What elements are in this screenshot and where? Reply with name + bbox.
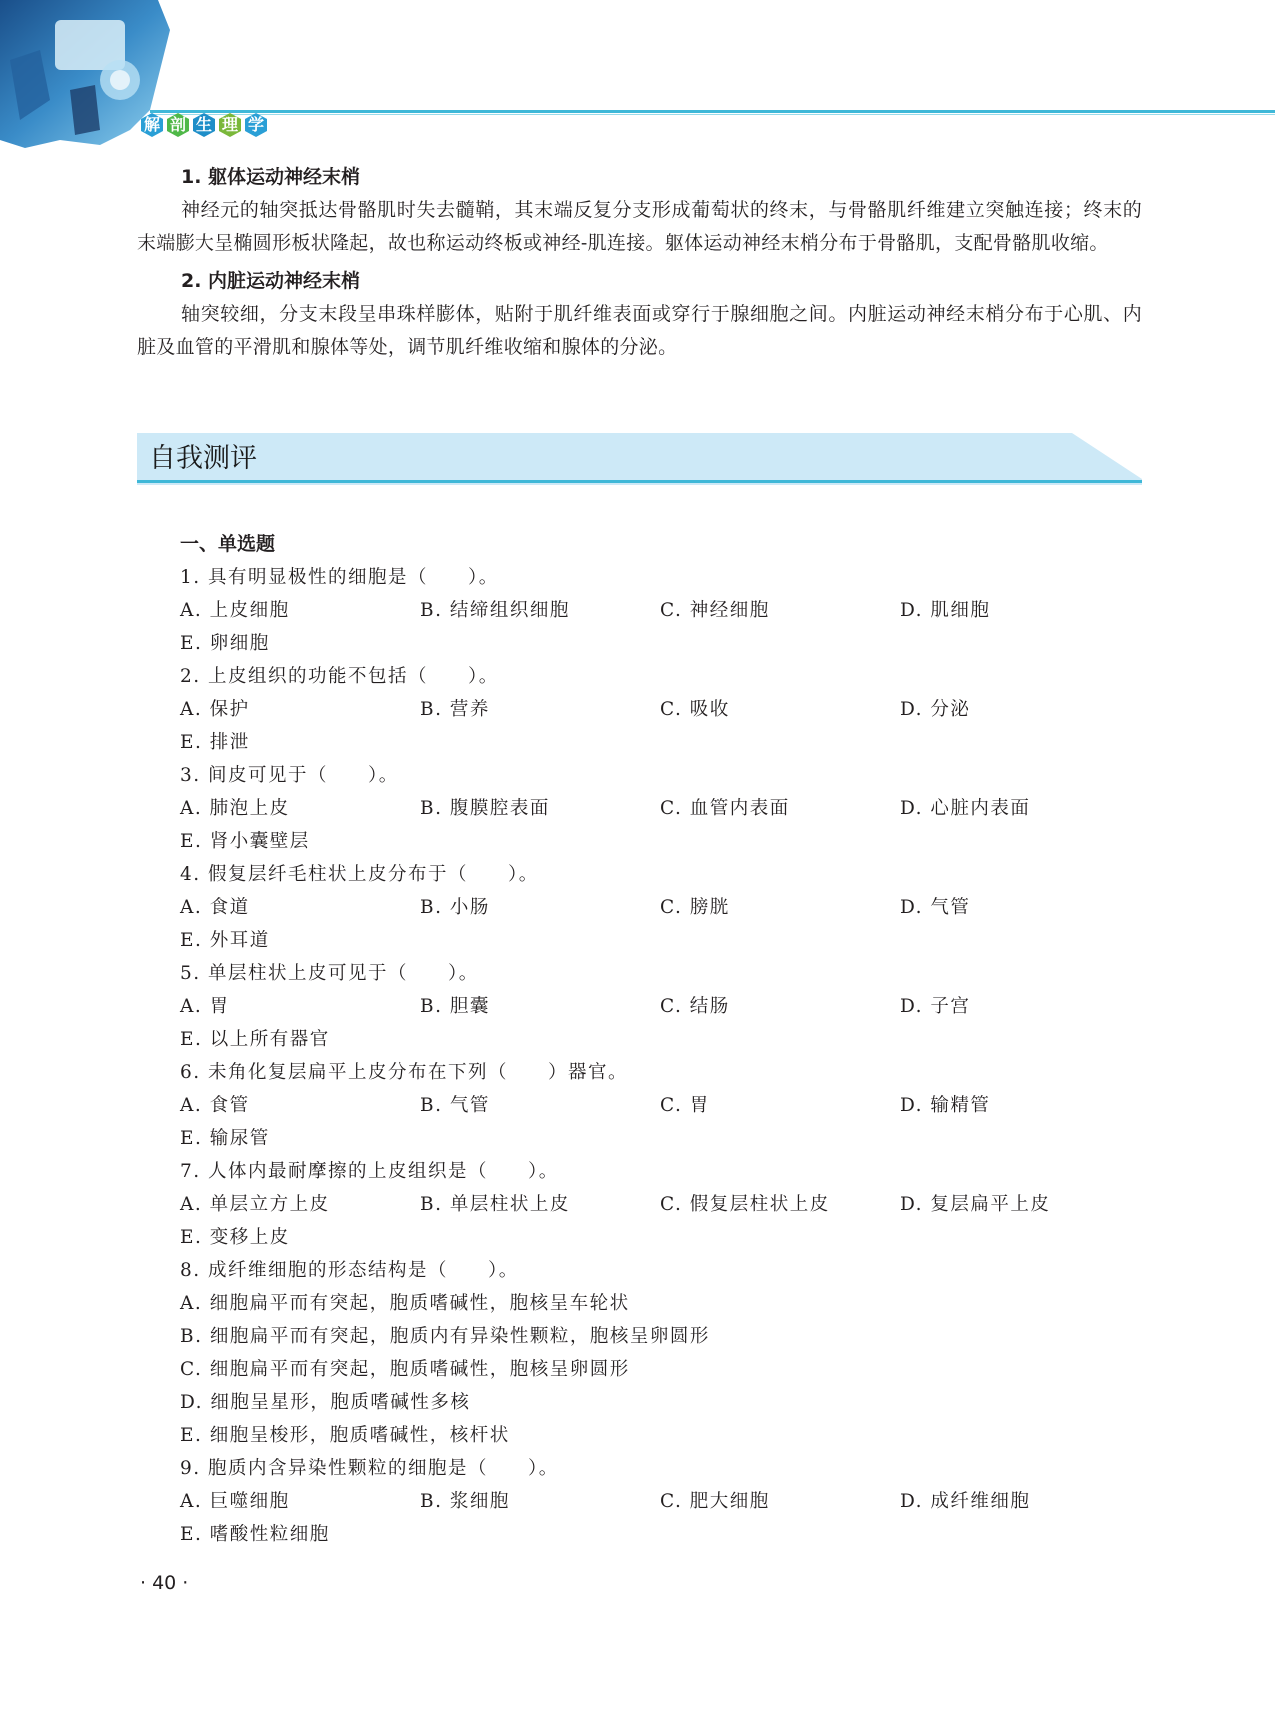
option-row — [180, 1485, 1100, 1518]
option: B. 小肠 — [420, 897, 490, 918]
section-paragraph: 神经元的轴突抵达骨骼肌时失去髓鞘，其末端反复分支形成葡萄状的终末，与骨骼肌纤维建立突触连接；终末的末端膨大呈椭圆形板状隆起，故也称运动终板或神经-肌连接。躯体运动神经末梢分布于骨骼肌，支配骨骼肌收缩。 — [137, 199, 1142, 254]
option: B. 浆细胞 — [420, 1491, 510, 1512]
option: D. 心脏内表面 — [900, 798, 1031, 819]
question-stem: 9. 胞质内含异染性颗粒的细胞是（ ）。 — [180, 1458, 559, 1479]
question-stem: 1. 具有明显极性的细胞是（ ）。 — [180, 567, 499, 588]
option: B. 胆囊 — [420, 996, 490, 1017]
header-tag-1 — [140, 113, 164, 137]
option: A. 细胞扁平而有突起，胞质嗜碱性，胞核呈车轮状 — [180, 1293, 630, 1314]
option: D. 输精管 — [900, 1095, 991, 1116]
header-tag-label: 剖 — [169, 115, 186, 134]
section-paragraph: 轴突较细，分支末段呈串珠样膨体，贴附于肌纤维表面或穿行于腺细胞之间。内脏运动神经末梢分布于心肌、内脏及血管的平滑肌和腺体等处，调节肌纤维收缩和腺体的分泌。 — [137, 303, 1142, 358]
option: C. 结肠 — [660, 996, 730, 1017]
option: A. 肺泡上皮 — [180, 798, 290, 819]
option: D. 气管 — [900, 897, 971, 918]
option-row — [180, 1188, 1100, 1221]
header-tag-label: 学 — [247, 115, 264, 134]
option: B. 单层柱状上皮 — [420, 1194, 570, 1215]
option: D. 肌细胞 — [900, 600, 991, 621]
question-stem: 6. 未角化复层扁平上皮分布在下列（ ）器官。 — [180, 1062, 629, 1083]
option: D. 细胞呈星形，胞质嗜碱性多核 — [180, 1392, 471, 1413]
option: C. 吸收 — [660, 699, 730, 720]
header-rule-light — [150, 114, 1275, 115]
option: E. 卵细胞 — [180, 633, 270, 654]
option-row — [180, 990, 1100, 1023]
header-tag-2 — [166, 113, 190, 137]
question-stem: 4. 假复层纤毛柱状上皮分布于（ ）。 — [180, 864, 539, 885]
option: C. 膀胱 — [660, 897, 730, 918]
option: A. 食管 — [180, 1095, 250, 1116]
page-number: · 40 · — [140, 1572, 189, 1594]
option: D. 复层扁平上皮 — [900, 1194, 1051, 1215]
section-heading: 1. 躯体运动神经末梢 — [181, 166, 361, 188]
option: C. 假复层柱状上皮 — [660, 1194, 830, 1215]
header-tag-label: 解 — [143, 115, 160, 134]
option: A. 巨噬细胞 — [180, 1491, 290, 1512]
self-assessment-banner — [137, 433, 1142, 485]
option: E. 以上所有器官 — [180, 1029, 330, 1050]
option: C. 神经细胞 — [660, 600, 770, 621]
option: B. 腹膜腔表面 — [420, 798, 550, 819]
question-stem: 5. 单层柱状上皮可见于（ ）。 — [180, 963, 479, 984]
option: C. 胃 — [660, 1095, 710, 1116]
option: E. 变移上皮 — [180, 1227, 290, 1248]
option-row — [180, 693, 1100, 726]
banner-shape — [137, 433, 1142, 485]
question-stem: 3. 间皮可见于（ ）。 — [180, 765, 399, 786]
option: B. 营养 — [420, 699, 490, 720]
option: B. 结缔组织细胞 — [420, 600, 570, 621]
option: A. 保护 — [180, 699, 250, 720]
option-row — [180, 1089, 1100, 1122]
option-row — [180, 792, 1100, 825]
option: D. 成纤维细胞 — [900, 1491, 1031, 1512]
header-tag-label: 理 — [221, 115, 238, 134]
option: E. 外耳道 — [180, 930, 270, 951]
option: E. 肾小囊壁层 — [180, 831, 310, 852]
option: E. 嗜酸性粒细胞 — [180, 1524, 330, 1545]
option: C. 细胞扁平而有突起，胞质嗜碱性，胞核呈卵圆形 — [180, 1359, 630, 1380]
option: E. 排泄 — [180, 732, 250, 753]
header-tag-5 — [244, 113, 268, 137]
banner-title: 自我测评 — [149, 443, 257, 474]
option: C. 肥大细胞 — [660, 1491, 770, 1512]
option: A. 上皮细胞 — [180, 600, 290, 621]
option: B. 气管 — [420, 1095, 490, 1116]
section-heading: 2. 内脏运动神经末梢 — [181, 270, 361, 292]
option-row — [180, 891, 1100, 924]
option: A. 食道 — [180, 897, 250, 918]
option: C. 血管内表面 — [660, 798, 790, 819]
header-rule — [150, 110, 1275, 113]
header-tag-label: 生 — [195, 115, 212, 134]
question-stem: 7. 人体内最耐摩擦的上皮组织是（ ）。 — [180, 1161, 559, 1182]
option: D. 分泌 — [900, 699, 971, 720]
quiz — [180, 528, 1100, 1551]
quiz-section-title: 一、单选题 — [180, 533, 276, 555]
option: A. 胃 — [180, 996, 230, 1017]
header-tag-4 — [218, 113, 242, 137]
option: E. 细胞呈梭形，胞质嗜碱性，核杆状 — [180, 1425, 510, 1446]
option: A. 单层立方上皮 — [180, 1194, 330, 1215]
question-stem: 2. 上皮组织的功能不包括（ ）。 — [180, 666, 499, 687]
body-text — [137, 160, 1142, 368]
option: E. 输尿管 — [180, 1128, 270, 1149]
option: B. 细胞扁平而有突起，胞质内有异染性颗粒，胞核呈卵圆形 — [180, 1326, 710, 1347]
header-tag-3 — [192, 113, 216, 137]
option-row — [180, 594, 1100, 627]
option: D. 子宫 — [900, 996, 971, 1017]
question-stem: 8. 成纤维细胞的形态结构是（ ）。 — [180, 1260, 519, 1281]
